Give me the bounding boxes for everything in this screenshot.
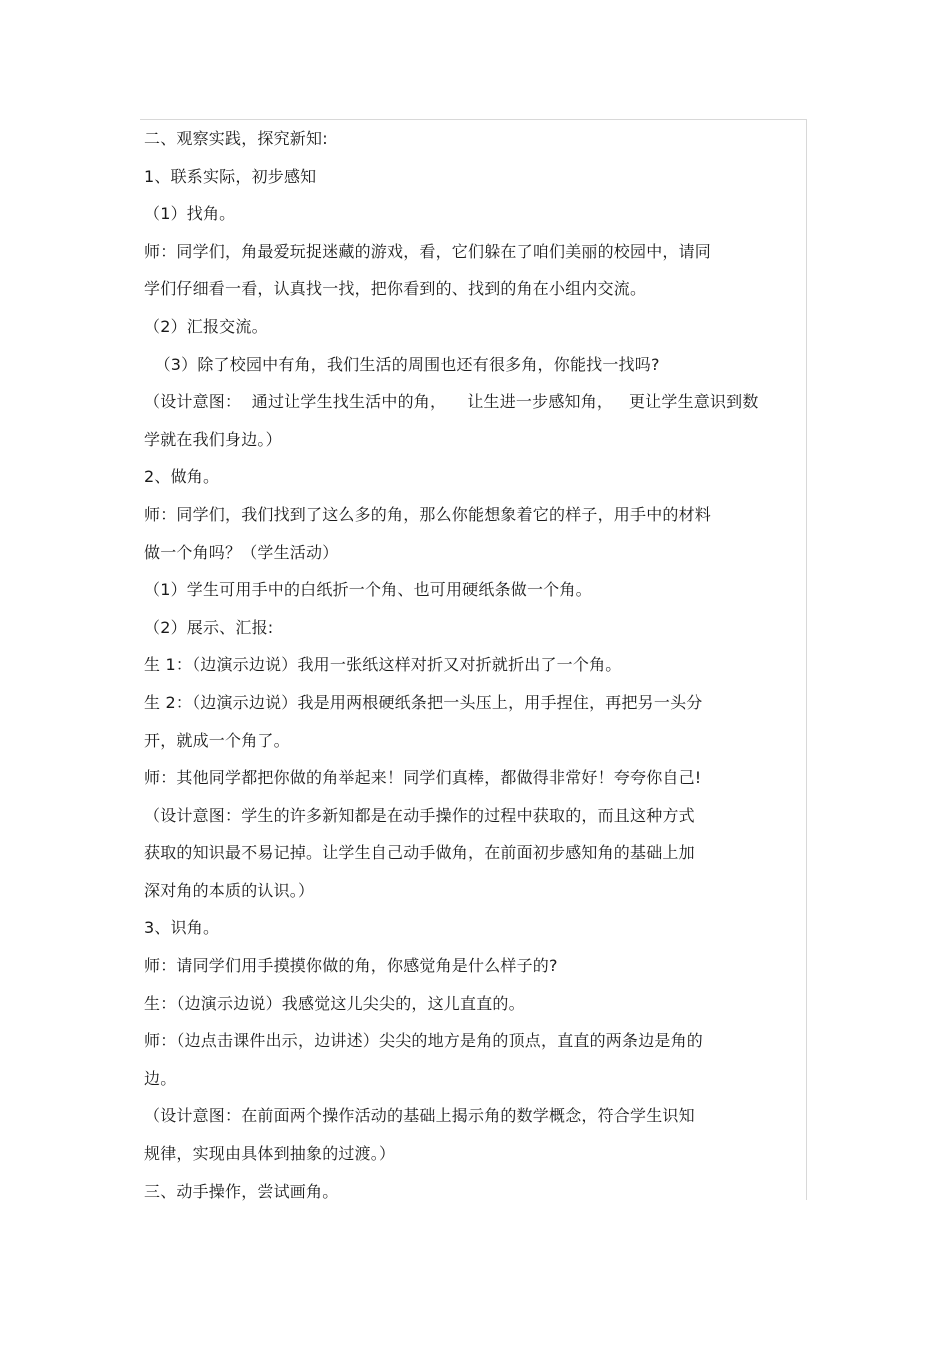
design-intent-line: （设计意图：在前面两个操作活动的基础上揭示角的数学概念，符合学生识知 [144,1106,695,1126]
paragraph-line: 生 2：（边演示边说）我是用两根硬纸条把一头压上，用手捏住，再把另一头分 [144,692,703,712]
paragraph-line: （2）展示、汇报: [144,617,274,637]
paragraph-line: 做一个角吗？（学生活动） [144,542,339,562]
paragraph-line: 师：同学们，我们找到了这么多的角，那么你能想象着它的样子，用手中的材料 [144,504,712,524]
design-intent-line: （设计意图：学生的许多新知都是在动手操作的过程中获取的，而且这种方式 [144,805,695,825]
subsection-heading: 1、联系实际，初步感知 [144,166,317,186]
paragraph-line: 开，就成一个角了。 [144,730,290,750]
design-intent-line: 规律，实现由具体到抽象的过渡。） [144,1144,396,1164]
design-intent-line: 获取的知识最不易记掉。让学生自己动手做角，在前面初步感知角的基础上加 [144,843,695,863]
design-intent-line: 深对角的本质的认识。） [144,880,315,900]
design-intent-line: （设计意图： 通过让学生找生活中的角， 让生进一步感知角， 更让学生意识到数 [144,392,759,412]
subsection-heading: 2、做角。 [144,467,220,487]
section-heading: 二、观察实践，探究新知: [144,129,328,148]
paragraph-line: （1）学生可用手中的白纸折一个角、也可用硬纸条做一个角。 [144,580,592,600]
lesson-plan-text [144,120,804,1210]
paragraph-line: （3）除了校园中有角，我们生活的周围也还有很多角，你能找一找吗? [144,354,660,374]
paragraph-line: 边。 [144,1068,177,1088]
table-border-right [806,119,807,1200]
paragraph-line: 师：（边点击课件出示，边讲述）尖尖的地方是角的顶点，直直的两条边是角的 [144,1031,704,1051]
design-intent-line: 学就在我们身边。） [144,429,282,449]
section-heading: 三、动手操作，尝试画角。 [144,1181,339,1201]
paragraph-line: 师：其他同学都把你做的角举起来！同学们真棒，都做得非常好！夸夸你自己! [144,768,702,788]
subsection-heading: 3、识角。 [144,918,220,938]
paragraph-line: （1）找角。 [144,204,236,224]
paragraph-line: 师：同学们，角最爱玩捉迷藏的游戏，看，它们躲在了咱们美丽的校园中，请同 [144,241,712,261]
paragraph-line: 生：（边演示边说）我感觉这儿尖尖的，这儿直直的。 [144,993,525,1013]
paragraph-line: 生 1：（边演示边说）我用一张纸这样对折又对折就折出了一个角。 [144,655,622,675]
paragraph-line: 学们仔细看一看，认真找一找，把你看到的、找到的角在小组内交流。 [144,279,647,299]
paragraph-line: （2）汇报交流。 [144,316,268,336]
paragraph-line: 师：请同学们用手摸摸你做的角，你感觉角是什么样子的? [144,956,558,976]
